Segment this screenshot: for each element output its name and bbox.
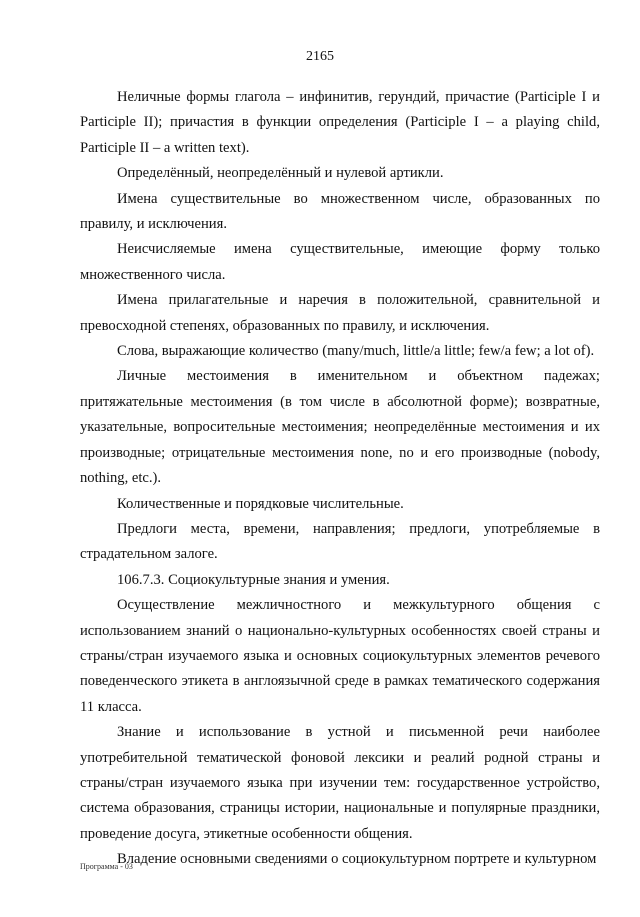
paragraph-numerals: Количественные и порядковые числительные. [117, 495, 404, 512]
document-body [80, 85, 600, 873]
footer-label: Программа - 03 [80, 862, 133, 871]
paragraph-intercultural-communication: Осуществление межличностного и межкультурного общения с использованием знаний о национально-культурных особенностях своей страны и страны/стран изучаемого языка и основных социокультурных элементов речевого поведенческого этикета в англоязычной среде в рамках тематического содержания 11 класса. [80, 597, 600, 715]
paragraph-prepositions: Предлоги места, времени, направления; предлоги, употребляемые в страдательном залоге. [80, 520, 600, 563]
paragraph-nonfinite-verb-forms: Неличные формы глагола – инфинитив, герундий, причастие (Participle I и Participle II); причастия в функции определения (Participle I – a playing child, Participle II – a written text). [80, 89, 600, 156]
page-number: 2165 [306, 49, 334, 64]
paragraph-uncountable-nouns: Неисчисляемые имена существительные, имеющие форму только множественного числа. [80, 241, 600, 283]
paragraph-plural-nouns: Имена существительные во множественном числе, образованных по правилу, и исключения. [80, 190, 600, 233]
paragraph-pronouns: Личные местоимения в именительном и объектном падежах; притяжательные местоимения (в том числе в абсолютной форме); возвратные, указательные, вопросительные местоимения; неопределённые местоимения и их производные; отрицательные местоимения none, no и его производные (nobody, nothing, etc.). [80, 368, 600, 487]
paragraph-background-lexicon: Знание и использование в устной и письменной речи наиболее употребительной тематической фоновой лексики и реалий родной страны и страны/стран изучаемого языка при изучении тем: государственное устройство, система образования, страницы истории, национальные и популярные праздники, проведение досуга, этикетные особенности общения. [80, 724, 600, 842]
paragraph-articles: Определённый, неопределённый и нулевой артикли. [117, 165, 444, 182]
paragraph-quantity-words: Слова, выражающие количество (many/much, little/a little; few/a few; a lot of). [117, 343, 595, 360]
section-heading-sociocultural: 106.7.3. Социокультурные знания и умения. [117, 571, 390, 588]
paragraph-sociocultural-portrait: Владение основными сведениями о социокультурном портрете и культурном [117, 851, 597, 868]
paragraph-adjectives-adverbs: Имена прилагательные и наречия в положительной, сравнительной и превосходной степенях, образованных по правилу, и исключения. [80, 292, 600, 334]
